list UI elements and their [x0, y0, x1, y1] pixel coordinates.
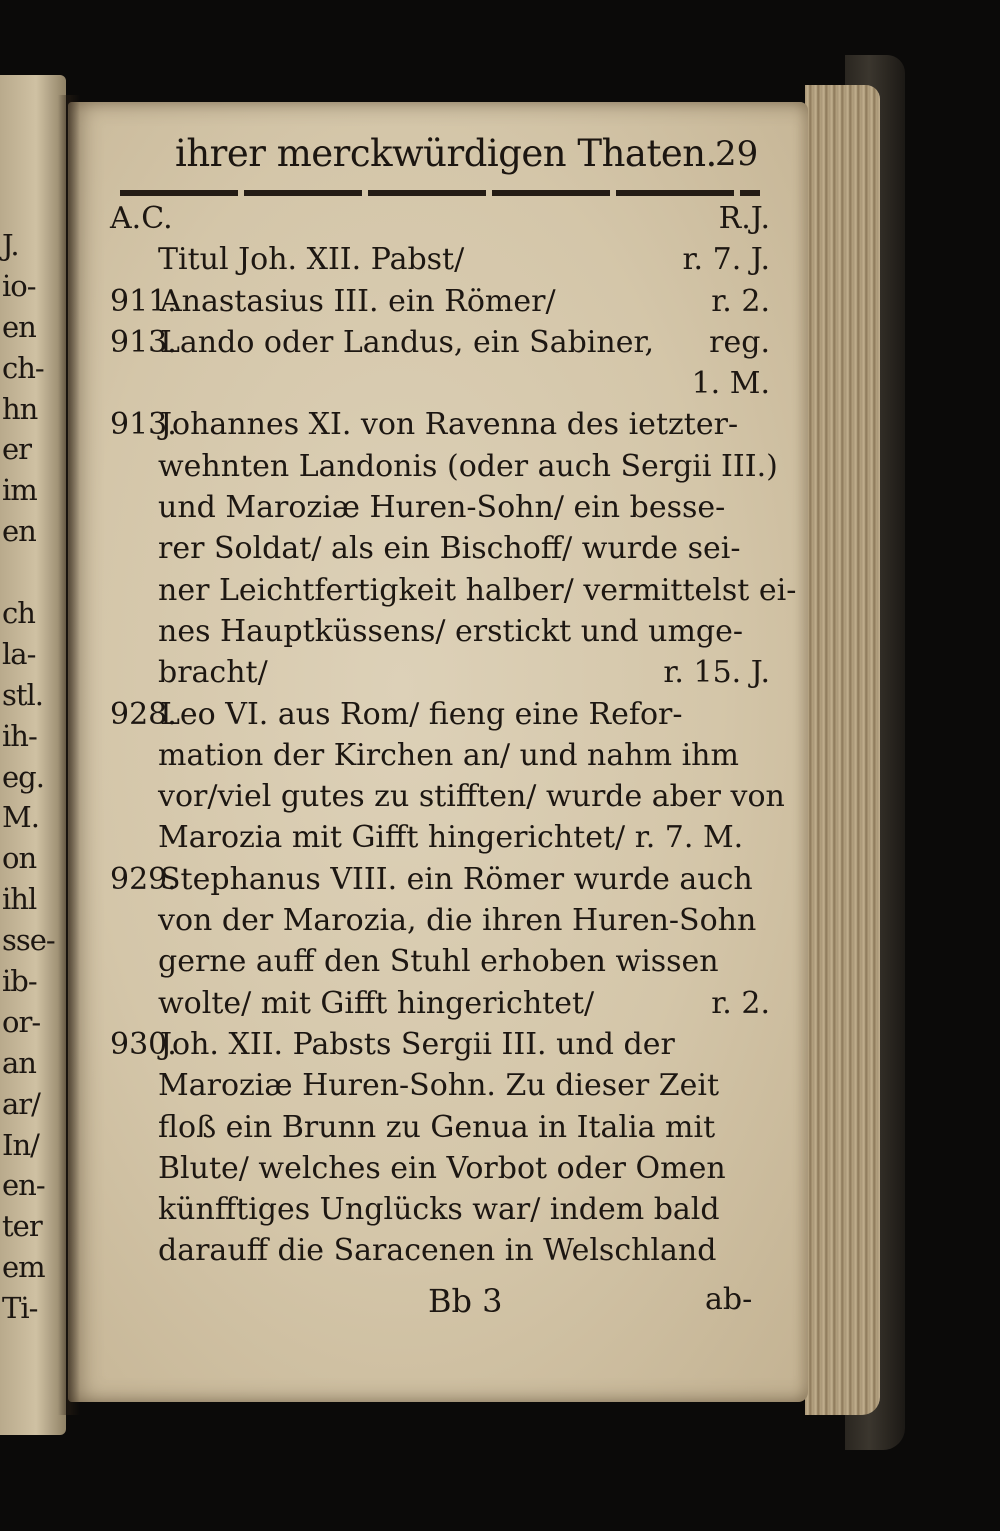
- year-number: 911.: [110, 283, 177, 319]
- left-page-fragment-text: en: [2, 514, 36, 549]
- text-line: [110, 1189, 770, 1230]
- line-text: floß ein Brunn zu Genua in Italia mit: [158, 1109, 716, 1145]
- left-page-fragment-text: eg.: [2, 759, 44, 794]
- line-text: [110, 366, 158, 401]
- line-text: von der Marozia, die ihren Huren-Sohn: [158, 903, 757, 939]
- line-text: Leo VI. aus Rom/ fieng eine Refor-: [160, 696, 683, 732]
- text-line: [110, 694, 770, 735]
- left-page-fragment-text: ihl: [2, 882, 37, 917]
- text-line: [110, 900, 770, 941]
- page-edges: [805, 85, 880, 1415]
- left-page-fragment-text: Ti-: [2, 1291, 38, 1326]
- text-line: [110, 363, 770, 404]
- left-page-fragment-text: er: [2, 432, 32, 467]
- line-text: und Maroziæ Huren-Sohn/ ein besse-: [158, 490, 726, 526]
- text-line: [110, 817, 770, 858]
- text-line: [110, 404, 770, 445]
- left-page-fragment-text: em: [2, 1250, 45, 1285]
- left-page-fragment-text: an: [2, 1045, 36, 1080]
- line-text: Marozia mit Gifft hingerichtet/ r. 7. M.: [158, 820, 744, 856]
- left-page-fragment-text: io-: [2, 268, 36, 303]
- left-page-fragment-text: ar/: [2, 1086, 40, 1121]
- reign-note: r. 15. J.: [663, 655, 770, 691]
- year-number: 913.: [110, 407, 177, 443]
- line-text: Anastasius III. ein Römer/: [160, 283, 556, 319]
- left-page-fragment-text: J.: [2, 228, 19, 262]
- text-line: [110, 941, 770, 982]
- left-page-fragment-text: or-: [2, 1004, 41, 1039]
- spine-shadow: [58, 95, 80, 1415]
- reign-note: r. 2.: [711, 283, 770, 319]
- left-page-fragment-text: en: [2, 309, 36, 344]
- left-page-fragment-text: ter: [2, 1209, 42, 1244]
- text-line: [110, 776, 785, 817]
- text-line: [110, 281, 770, 322]
- left-page-fragment-text: on: [2, 841, 37, 876]
- line-text: künfftiges Unglücks war/ indem bald: [158, 1192, 720, 1228]
- column-head-right: R.J.: [718, 201, 770, 236]
- left-page-fragment-text: ih-: [2, 718, 37, 753]
- text-lines: [110, 239, 797, 1271]
- line-text: Lando oder Landus, ein Sabiner,: [160, 324, 655, 360]
- line-text: rer Soldat/ als ein Bischoff/ wurde sei-: [158, 531, 741, 567]
- reign-note: 1. M.: [691, 366, 770, 402]
- reign-note: r. 2.: [711, 985, 770, 1021]
- left-page-fragment-text: sse-: [2, 923, 55, 958]
- left-page-fragment-text: stl.: [2, 677, 44, 712]
- line-text: gerne auff den Stuhl erhoben wissen: [158, 944, 719, 980]
- text-line: [110, 735, 770, 776]
- text-line: [110, 652, 770, 693]
- line-text: Maroziæ Huren-Sohn. Zu dieser Zeit: [158, 1068, 720, 1104]
- text-line: [110, 487, 770, 528]
- text-line: [110, 322, 770, 363]
- column-head-left: A.C.: [110, 201, 173, 236]
- left-page-fragment-text: ch-: [2, 350, 44, 385]
- left-page-fragment-text: en-: [2, 1168, 45, 1203]
- page-body: [110, 198, 797, 1272]
- line-text: Joh. XII. Pabsts Sergii III. und der: [160, 1026, 675, 1062]
- left-page-text: [0, 225, 66, 1329]
- left-page-fragment: [0, 75, 66, 1435]
- line-text: vor/viel gutes zu stifften/ wurde aber von: [158, 779, 785, 815]
- reign-note: r. 7. J.: [682, 242, 770, 278]
- column-heads: [110, 198, 770, 239]
- text-line: [110, 1230, 770, 1271]
- year-number: 930.: [110, 1026, 177, 1062]
- line-text: nes Hauptküssens/ erstickt und umge-: [158, 613, 743, 649]
- year-number: 929.: [110, 861, 177, 897]
- line-text: bracht/: [158, 655, 268, 691]
- text-line: [110, 611, 770, 652]
- text-line: [110, 528, 770, 569]
- line-text: wolte/ mit Gifft hingerichtet/: [158, 985, 595, 1021]
- text-line: [110, 859, 770, 900]
- left-page-fragment-text: [0, 552, 66, 593]
- text-line: [110, 239, 770, 280]
- line-text: Blute/ welches ein Vorbot oder Omen: [158, 1150, 726, 1186]
- year-number: 913.: [110, 324, 177, 360]
- text-line: [110, 983, 770, 1024]
- page-number: 29: [715, 134, 759, 174]
- left-page-fragment-text: ch: [2, 596, 35, 631]
- line-text: mation der Kirchen an/ und nahm ihm: [158, 737, 739, 773]
- text-line: [110, 1024, 770, 1065]
- line-text: ner Leichtfertigkeit halber/ vermittelst ei-: [158, 572, 797, 608]
- header-rule: [120, 190, 760, 196]
- left-page-fragment-text: hn: [2, 391, 38, 426]
- signature-mark: Bb 3: [428, 1282, 503, 1320]
- line-text: Stephanus VIII. ein Römer wurde auch: [160, 861, 753, 897]
- running-head: ihrer merckwürdigen Thaten.: [175, 132, 717, 175]
- left-page-fragment-text: In/: [2, 1127, 39, 1162]
- text-line: [110, 1148, 770, 1189]
- line-text: wehnten Landonis (oder auch Sergii III.): [158, 448, 778, 484]
- catchword: ab-: [705, 1282, 753, 1317]
- left-page-fragment-text: M.: [2, 800, 39, 835]
- year-number: 928.: [110, 696, 177, 732]
- text-line: [110, 446, 778, 487]
- text-line: [110, 1107, 770, 1148]
- left-page-fragment-text: la-: [2, 636, 36, 671]
- text-line: [110, 1065, 770, 1106]
- line-text: Johannes XI. von Ravenna des ietzter-: [160, 407, 739, 443]
- left-page-fragment-text: im: [2, 473, 37, 508]
- text-line: [110, 570, 797, 611]
- line-text: Titul Joh. XII. Pabst/: [158, 242, 465, 278]
- reign-note: reg.: [709, 324, 770, 360]
- line-text: darauff die Saracenen in Welschland: [158, 1233, 717, 1269]
- left-page-fragment-text: ib-: [2, 964, 37, 999]
